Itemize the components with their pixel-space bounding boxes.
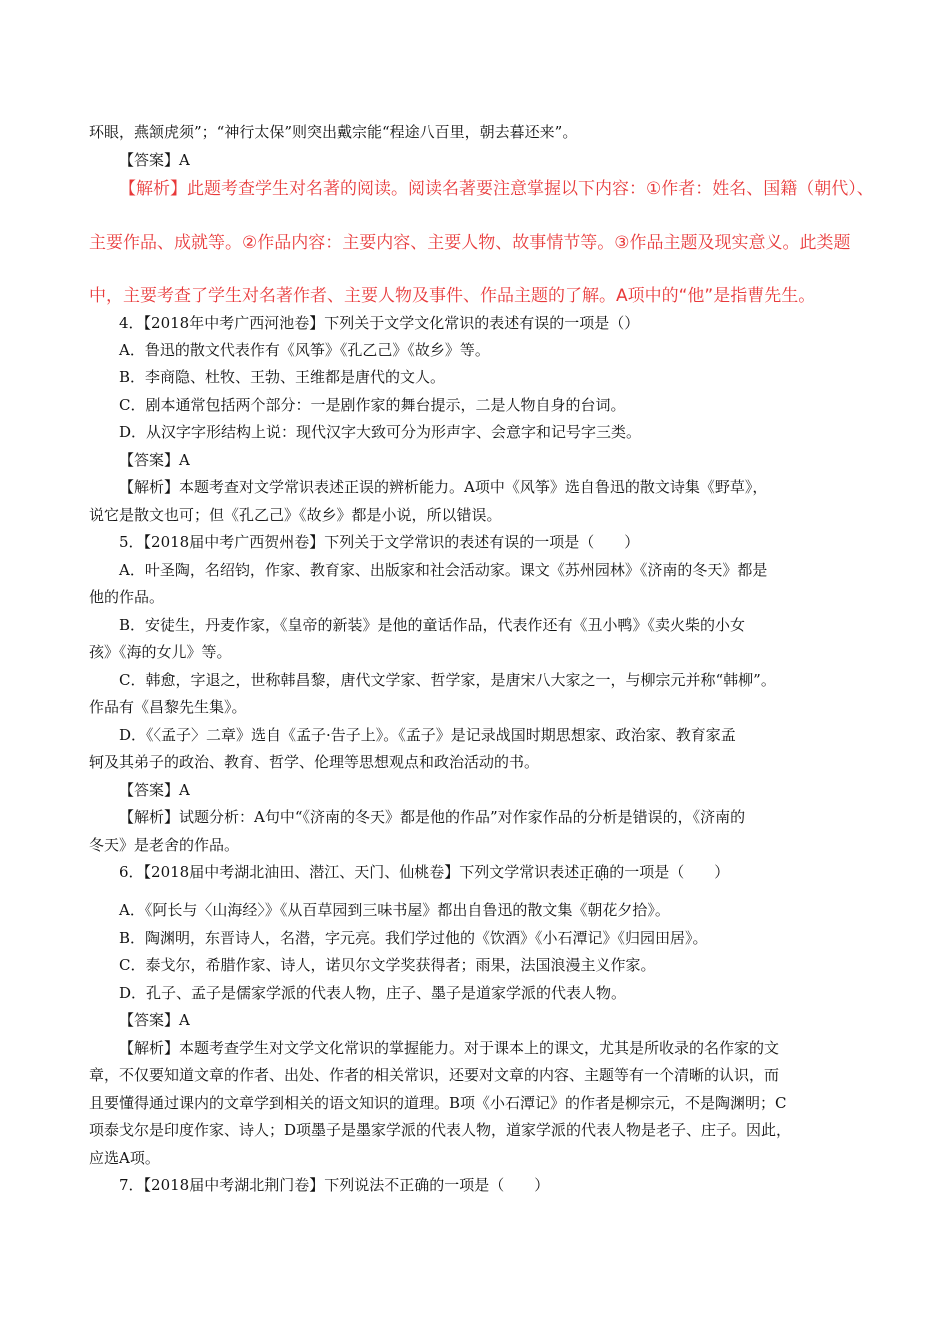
question-stem: 5．【2018届中考广西贺州卷】下列关于文学常识的表述有误的一项是（ ） — [119, 533, 640, 551]
question-stem: 4．【2018年中考广西河池卷】下列关于文学文化常识的表述有误的一项是（） — [119, 314, 640, 332]
option-line: B．李商隐、杜牧、王勃、王维都是唐代的文人。 — [119, 368, 446, 386]
emphasis-dotted-char: 确 — [594, 863, 610, 881]
question-stem: 7．【2018届中考湖北荆门卷】下列说法不正确的一项是（ ） — [119, 1176, 550, 1194]
analysis-line: 项泰戈尔是印度作家、诗人；D项墨子是墨家学派的代表人物，道家学派的代表人物是老子、庄子。因此， — [89, 1121, 792, 1139]
analysis-line: 冬天》是老舍的作品。 — [89, 836, 240, 854]
question-stem-text: 6．【2018届中考湖北油田、潜江、天门、仙桃卷】下列文学常识表述 — [119, 863, 580, 881]
option-line: 作品有《昌黎先生集》。 — [89, 698, 247, 716]
answer-line: 【答案】A — [119, 151, 190, 169]
option-line: B．陶渊明，东晋诗人，名潜，字元亮。我们学过他的《饮酒》《小石潭记》《归园田居》。 — [119, 929, 708, 947]
option-line: A．叶圣陶，名绍钧，作家、教育家、出版家和社会活动家。课文《苏州园林》《济南的冬天》都是 — [119, 561, 768, 579]
option-line: A．《阿长与〈山海经〉》《从百草园到三味书屋》都出自鲁迅的散文集《朝花夕拾》。 — [119, 901, 670, 919]
analysis-line: 【解析】本题考查对文学常识表述正误的辨析能力。A项中《风筝》选自鲁迅的散文诗集《野草》， — [119, 478, 768, 496]
analysis-highlight-line: 【解析】此题考查学生对名著的阅读。阅读名著要注意掌握以下内容：①作者：姓名、国籍（朝代）、 — [119, 179, 874, 199]
answer-line: 【答案】A — [119, 781, 190, 799]
option-line: C．韩愈，字退之，世称韩昌黎，唐代文学家、哲学家，是唐宋八大家之一，与柳宗元并称“韩柳”。 — [119, 671, 776, 689]
option-line: D．从汉字字形结构上说：现代汉字大致可分为形声字、会意字和记号字三类。 — [119, 423, 642, 441]
analysis-line: 【解析】试题分析：A句中“《济南的冬天》都是他的作品”对作家作品的分析是错误的，《济南的 — [119, 808, 746, 826]
option-line: C．泰戈尔，希腊作家、诗人，诺贝尔文学奖获得者；雨果，法国浪漫主义作家。 — [119, 956, 656, 974]
analysis-highlight-line: 主要作品、成就等。②作品内容：主要内容、主要人物、故事情节等。③作品主题及现实意义。此类题 — [89, 233, 851, 253]
analysis-line: 章，不仅要知道文章的作者、出处、作者的相关常识，还要对文章的内容、主题等有一个清晰的认识，而 — [89, 1066, 780, 1084]
answer-line: 【答案】A — [119, 1011, 190, 1029]
option-line: 轲及其弟子的政治、教育、哲学、伦理等思想观点和政治活动的书。 — [89, 753, 540, 771]
option-line: C．剧本通常包括两个部分：一是剧作家的舞台提示，二是人物自身的台词。 — [119, 396, 626, 414]
question-stem-text: 的一项是（ ） — [609, 863, 730, 881]
answer-line: 【答案】A — [119, 451, 190, 469]
question-stem — [119, 862, 863, 882]
option-line: B．安徒生，丹麦作家，《皇帝的新装》是他的童话作品，代表作还有《丑小鸭》《卖火柴的小女 — [119, 616, 746, 634]
analysis-highlight-line: 中，主要考查了学生对名著作者、主要人物及事件、作品主题的了解。A项中的“他”是指曹先生。 — [89, 286, 816, 306]
option-line: D．《〈孟子〉二章》选自《孟子·告子上》。《孟子》是记录战国时期思想家、政治家、教育家孟 — [119, 726, 736, 744]
option-line: D．孔子、孟子是儒家学派的代表人物，庄子、墨子是道家学派的代表人物。 — [119, 984, 627, 1002]
option-line: 孩》《海的女儿》等。 — [89, 643, 232, 661]
analysis-line: 且要懂得通过课内的文章学到相关的语文知识的道理。B项《小石潭记》的作者是柳宗元，不是陶渊明；C — [89, 1094, 787, 1112]
analysis-line: 应选A项。 — [89, 1149, 160, 1167]
option-line: 他的作品。 — [89, 588, 165, 606]
emphasis-dotted-char: 正 — [579, 863, 595, 881]
analysis-line: 【解析】本题考查学生对文学文化常识的掌握能力。对于课本上的课文，尤其是所收录的名作家的文 — [119, 1039, 780, 1057]
text-line: 环眼，燕颔虎须”；“神行太保”则突出戴宗能“程途八百里，朝去暮还来”。 — [89, 123, 578, 141]
option-line: A．鲁迅的散文代表作有《风筝》《孔乙己》《故乡》等。 — [119, 341, 490, 359]
analysis-line: 说它是散文也可；但《孔乙己》《故乡》都是小说，所以错误。 — [89, 506, 502, 524]
